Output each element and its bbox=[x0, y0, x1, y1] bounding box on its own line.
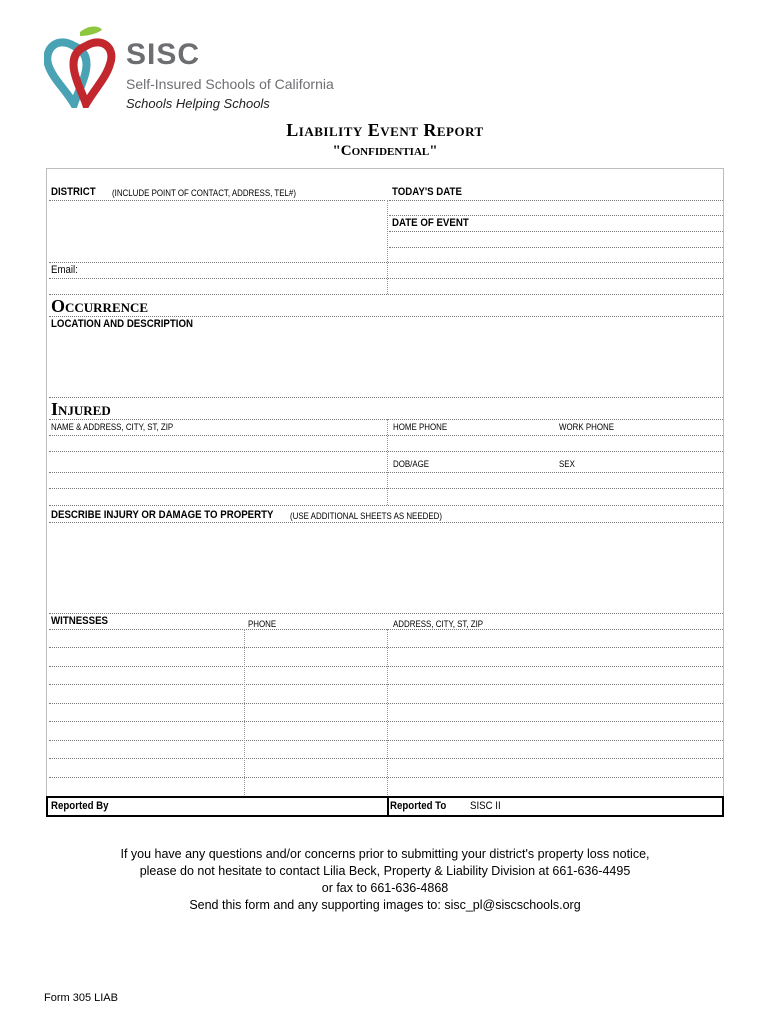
witness-phone-label: PHONE bbox=[248, 619, 277, 629]
describe-injury-hint: (USE ADDITIONAL SHEETS AS NEEDED) bbox=[290, 511, 442, 521]
injured-field-2[interactable] bbox=[49, 451, 723, 452]
form-number: Form 305 LIAB bbox=[44, 992, 118, 1004]
sex-label: SEX bbox=[559, 459, 575, 469]
reported-to-value[interactable]: SISC II bbox=[470, 800, 501, 812]
describe-injury-label: DESCRIBE INJURY OR DAMAGE TO PROPERTY bbox=[51, 509, 274, 521]
dob-age-label: DOB/AGE bbox=[393, 459, 430, 469]
location-description-label: LOCATION AND DESCRIPTION bbox=[51, 318, 193, 330]
district-hint: (INCLUDE POINT OF CONTACT, ADDRESS, TEL#) bbox=[112, 188, 296, 198]
footer-line-2: please do not hesitate to contact Lilia Beck, Property & Liability Division at 661-636-4495 bbox=[139, 864, 631, 878]
footer-line-3: or fax to 661-636-4868 bbox=[321, 881, 449, 895]
brand-tagline: Schools Helping Schools bbox=[126, 96, 270, 111]
occurrence-line bbox=[49, 316, 723, 317]
sisc-logo bbox=[44, 24, 344, 114]
injured-line bbox=[49, 419, 723, 420]
email-field[interactable] bbox=[49, 278, 723, 279]
district-divider bbox=[387, 200, 388, 294]
witnesses-label: WITNESSES bbox=[51, 615, 109, 627]
injured-field-4[interactable] bbox=[49, 488, 723, 489]
witness-row-2[interactable] bbox=[49, 647, 723, 648]
witness-row-4[interactable] bbox=[49, 684, 723, 685]
witness-row-8[interactable] bbox=[49, 758, 723, 759]
injured-field-3[interactable] bbox=[49, 472, 723, 473]
witness-row-9[interactable] bbox=[49, 777, 723, 778]
todays-date-field[interactable] bbox=[389, 200, 723, 201]
reported-box bbox=[46, 796, 724, 817]
home-phone-label: HOME PHONE bbox=[393, 422, 448, 432]
todays-date-label: TODAY'S DATE bbox=[392, 186, 462, 198]
brand-subtitle: Self-Insured Schools of California bbox=[126, 76, 334, 92]
liability-form bbox=[46, 168, 724, 816]
reported-divider bbox=[387, 798, 389, 815]
todays-date-line[interactable] bbox=[389, 215, 723, 216]
occurrence-heading: Occurrence bbox=[51, 296, 149, 316]
email-line[interactable] bbox=[49, 294, 723, 295]
witness-row-7[interactable] bbox=[49, 740, 723, 741]
occurrence-description-field[interactable] bbox=[49, 397, 723, 398]
describe-injury-line bbox=[49, 522, 723, 523]
witness-divider-phone bbox=[244, 629, 245, 795]
injured-field-1[interactable] bbox=[49, 435, 723, 436]
date-of-event-line[interactable] bbox=[389, 247, 723, 248]
injured-field-5[interactable] bbox=[49, 505, 723, 506]
injured-divider bbox=[387, 419, 388, 505]
injured-heading: Injured bbox=[51, 399, 111, 419]
describe-injury-field[interactable] bbox=[49, 613, 723, 614]
witness-divider-address bbox=[387, 629, 388, 795]
work-phone-label: WORK PHONE bbox=[559, 422, 615, 432]
email-label: Email: bbox=[51, 264, 78, 276]
apple-heart-icon bbox=[44, 24, 116, 108]
reported-to-label: Reported To bbox=[390, 800, 447, 812]
footer-line-1: If you have any questions and/or concerns prior to submitting your district's property loss notice, bbox=[120, 847, 650, 861]
district-line-1[interactable] bbox=[49, 200, 385, 201]
district-line-2[interactable] bbox=[49, 262, 723, 263]
witness-address-label: ADDRESS, CITY, ST, ZIP bbox=[393, 619, 484, 629]
form-subtitle: "Confidential" bbox=[332, 143, 438, 159]
date-of-event-label: DATE OF EVENT bbox=[392, 217, 469, 229]
witness-row-3[interactable] bbox=[49, 666, 723, 667]
witness-row-5[interactable] bbox=[49, 703, 723, 704]
brand-name: SISC bbox=[126, 38, 201, 71]
witness-row-6[interactable] bbox=[49, 721, 723, 722]
witness-row-1[interactable] bbox=[49, 629, 723, 630]
date-of-event-field[interactable] bbox=[389, 231, 723, 232]
name-address-label: NAME & ADDRESS, CITY, ST, ZIP bbox=[51, 422, 174, 432]
form-title: Liability Event Report bbox=[286, 120, 484, 140]
footer-line-4: Send this form and any supporting images to: sisc_pl@siscschools.org bbox=[189, 898, 581, 912]
district-label: DISTRICT bbox=[51, 186, 96, 198]
reported-by-label: Reported By bbox=[51, 800, 109, 812]
